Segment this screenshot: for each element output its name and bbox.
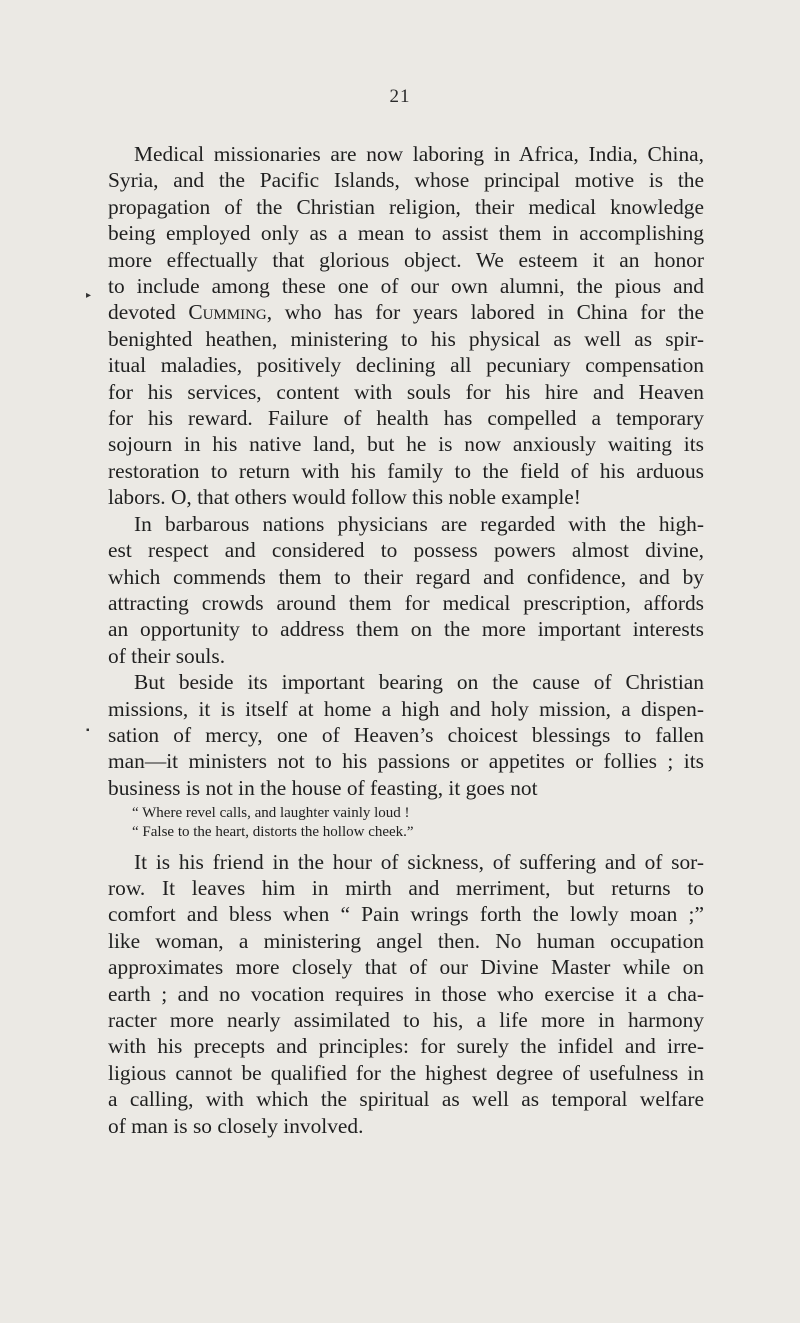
text-line: like woman, a ministering angel then. No human occupation <box>108 928 704 953</box>
text-line: being employed only as a mean to assist them in accomplishing <box>108 221 704 246</box>
verse-line: “ Where revel calls, and laughter vainly loud ! <box>132 805 410 822</box>
text-line: to include among these one of our own alumni, the pious and <box>108 274 704 299</box>
text-fragment: devoted <box>108 300 189 325</box>
paragraph-4 <box>108 849 704 1139</box>
text-line: more effectually that glorious object. We esteem it an honor <box>108 247 704 272</box>
text-fragment: , who has for years labored in China for the <box>266 300 704 325</box>
person-name: Cumming <box>188 300 267 325</box>
text-line: a calling, with which the spiritual as well as temporal welfare <box>108 1087 704 1112</box>
text-line: In barbarous nations physicians are regarded with the high- <box>134 511 704 536</box>
text-line: earth ; and no vocation requires in those who exercise it a cha- <box>108 981 704 1006</box>
text-line <box>108 299 704 325</box>
text-line: of their souls. <box>108 643 226 668</box>
page-number: 21 <box>389 86 411 107</box>
text-line: with his precepts and principles: for surely the infidel and irre- <box>108 1034 704 1059</box>
text-line: est respect and considered to possess powers almost divine, <box>108 538 704 563</box>
text-line: comfort and bless when “ Pain wrings forth the lowly moan ;” <box>108 902 704 927</box>
text-line: for his reward. Failure of health has compelled a temporary <box>108 406 704 431</box>
text-line: Medical missionaries are now laboring in Africa, India, China, <box>134 142 704 166</box>
text-line: But beside its important bearing on the cause of Christian <box>134 670 704 695</box>
verse-line: “ False to the heart, distorts the hollow cheek.” <box>132 824 414 841</box>
text-line: sation of mercy, one of Heaven’s choicest blessings to fallen <box>108 722 704 747</box>
text-line: It is his friend in the hour of sickness, of suffering and of sor- <box>134 849 704 874</box>
text-line: row. It leaves him in mirth and merriment, but returns to <box>108 875 704 900</box>
text-line: an opportunity to address them on the more important interests <box>108 617 704 642</box>
text-line: attracting crowds around them for medical prescription, affords <box>108 590 704 615</box>
margin-mark: ▸ <box>86 290 92 301</box>
paragraph-3 <box>108 669 704 801</box>
paragraph-2 <box>108 511 704 669</box>
margin-mark: ▪ <box>86 725 90 736</box>
paragraph-1 <box>108 141 704 511</box>
text-line: approximates more closely that of our Divine Master while on <box>108 955 704 980</box>
text-line: business is not in the house of feasting, it goes not <box>108 775 538 800</box>
text-line: propagation of the Christian religion, their medical knowledge <box>108 194 704 219</box>
text-line: itual maladies, positively declining all pecuniary compensation <box>108 353 704 378</box>
text-line: which commends them to their regard and confidence, and by <box>108 564 704 589</box>
text-line: of man is so closely involved. <box>108 1113 364 1138</box>
page-body <box>108 141 704 1139</box>
text-line: man—it ministers not to his passions or appetites or follies ; its <box>108 749 704 774</box>
text-line: benighted heathen, ministering to his physical as well as spir- <box>108 326 704 351</box>
text-line: restoration to return with his family to the field of his arduous <box>108 458 704 483</box>
text-line: racter more nearly assimilated to his, a life more in harmony <box>108 1008 704 1032</box>
text-line: for his services, content with souls for his hire and Heaven <box>108 379 704 404</box>
text-line: labors. O, that others would follow this noble example! <box>108 485 581 510</box>
text-line: Syria, and the Pacific Islands, whose principal motive is the <box>108 168 704 193</box>
verse-quotation <box>132 804 704 842</box>
text-line: missions, it is itself at home a high and holy mission, a dispen- <box>108 696 704 721</box>
text-line: sojourn in his native land, but he is now anxiously waiting its <box>108 432 704 457</box>
text-line: ligious cannot be qualified for the highest degree of usefulness in <box>108 1060 704 1085</box>
